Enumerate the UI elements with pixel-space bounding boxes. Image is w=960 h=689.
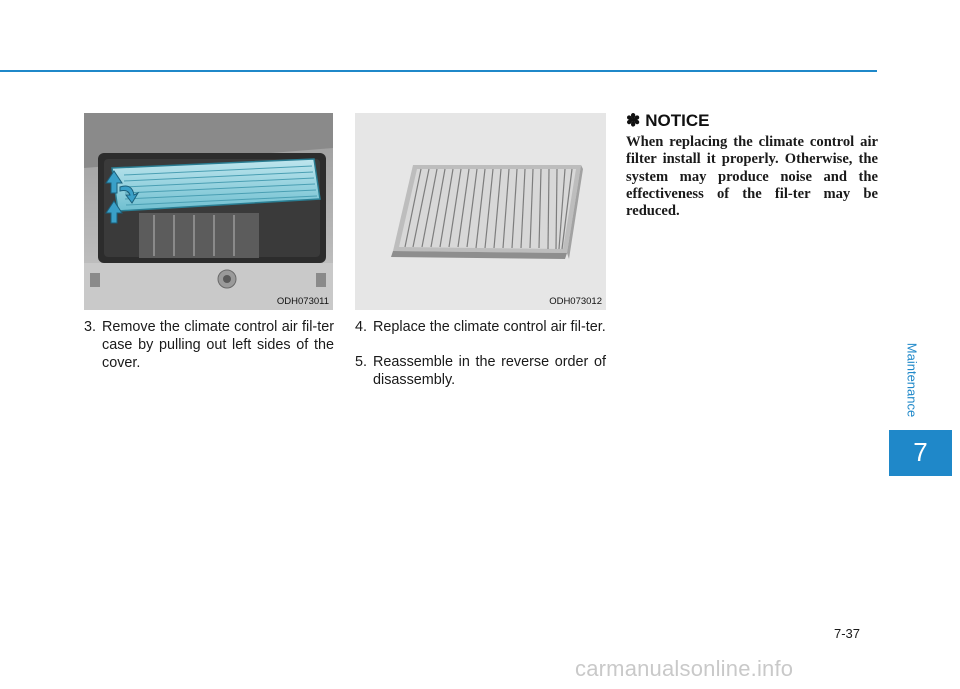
filter-case-illustration <box>84 113 333 310</box>
step-text: Remove the climate control air fil-ter case by pulling out left sides of the cover. <box>102 319 334 371</box>
figure-code: ODH073011 <box>276 296 329 307</box>
notice-title: NOTICE <box>645 111 710 130</box>
chapter-tab <box>889 430 952 476</box>
page-number: 7-37 <box>834 626 861 641</box>
air-filter-illustration <box>355 113 606 310</box>
watermark: carmanualsonline.info <box>575 656 794 681</box>
section-label <box>897 330 927 430</box>
figure-filter-case-removal <box>84 113 333 310</box>
header-rule <box>0 70 877 72</box>
step-text: Reassemble in the reverse order of disassembly. <box>373 354 606 388</box>
chapter-number: 7 <box>913 437 928 467</box>
figure-air-filter <box>355 113 606 310</box>
notice-mark-icon: ✽ <box>626 111 641 130</box>
notice-body: When replacing the climate control air filter install it properly. Otherwise, the system may produce noise and the effectiveness of the fil-ter may be reduced. <box>626 134 878 220</box>
section-label-text: Maintenance <box>904 342 920 418</box>
step-number: 5. <box>355 354 368 370</box>
figure-code: ODH073012 <box>549 296 602 307</box>
step-number: 4. <box>355 319 368 335</box>
step-number: 3. <box>84 319 97 335</box>
notice-heading <box>626 111 709 131</box>
step-text: Replace the climate control air fil-ter. <box>373 319 606 335</box>
step-4 <box>355 318 606 336</box>
step-3 <box>84 318 334 372</box>
step-5 <box>355 353 606 389</box>
